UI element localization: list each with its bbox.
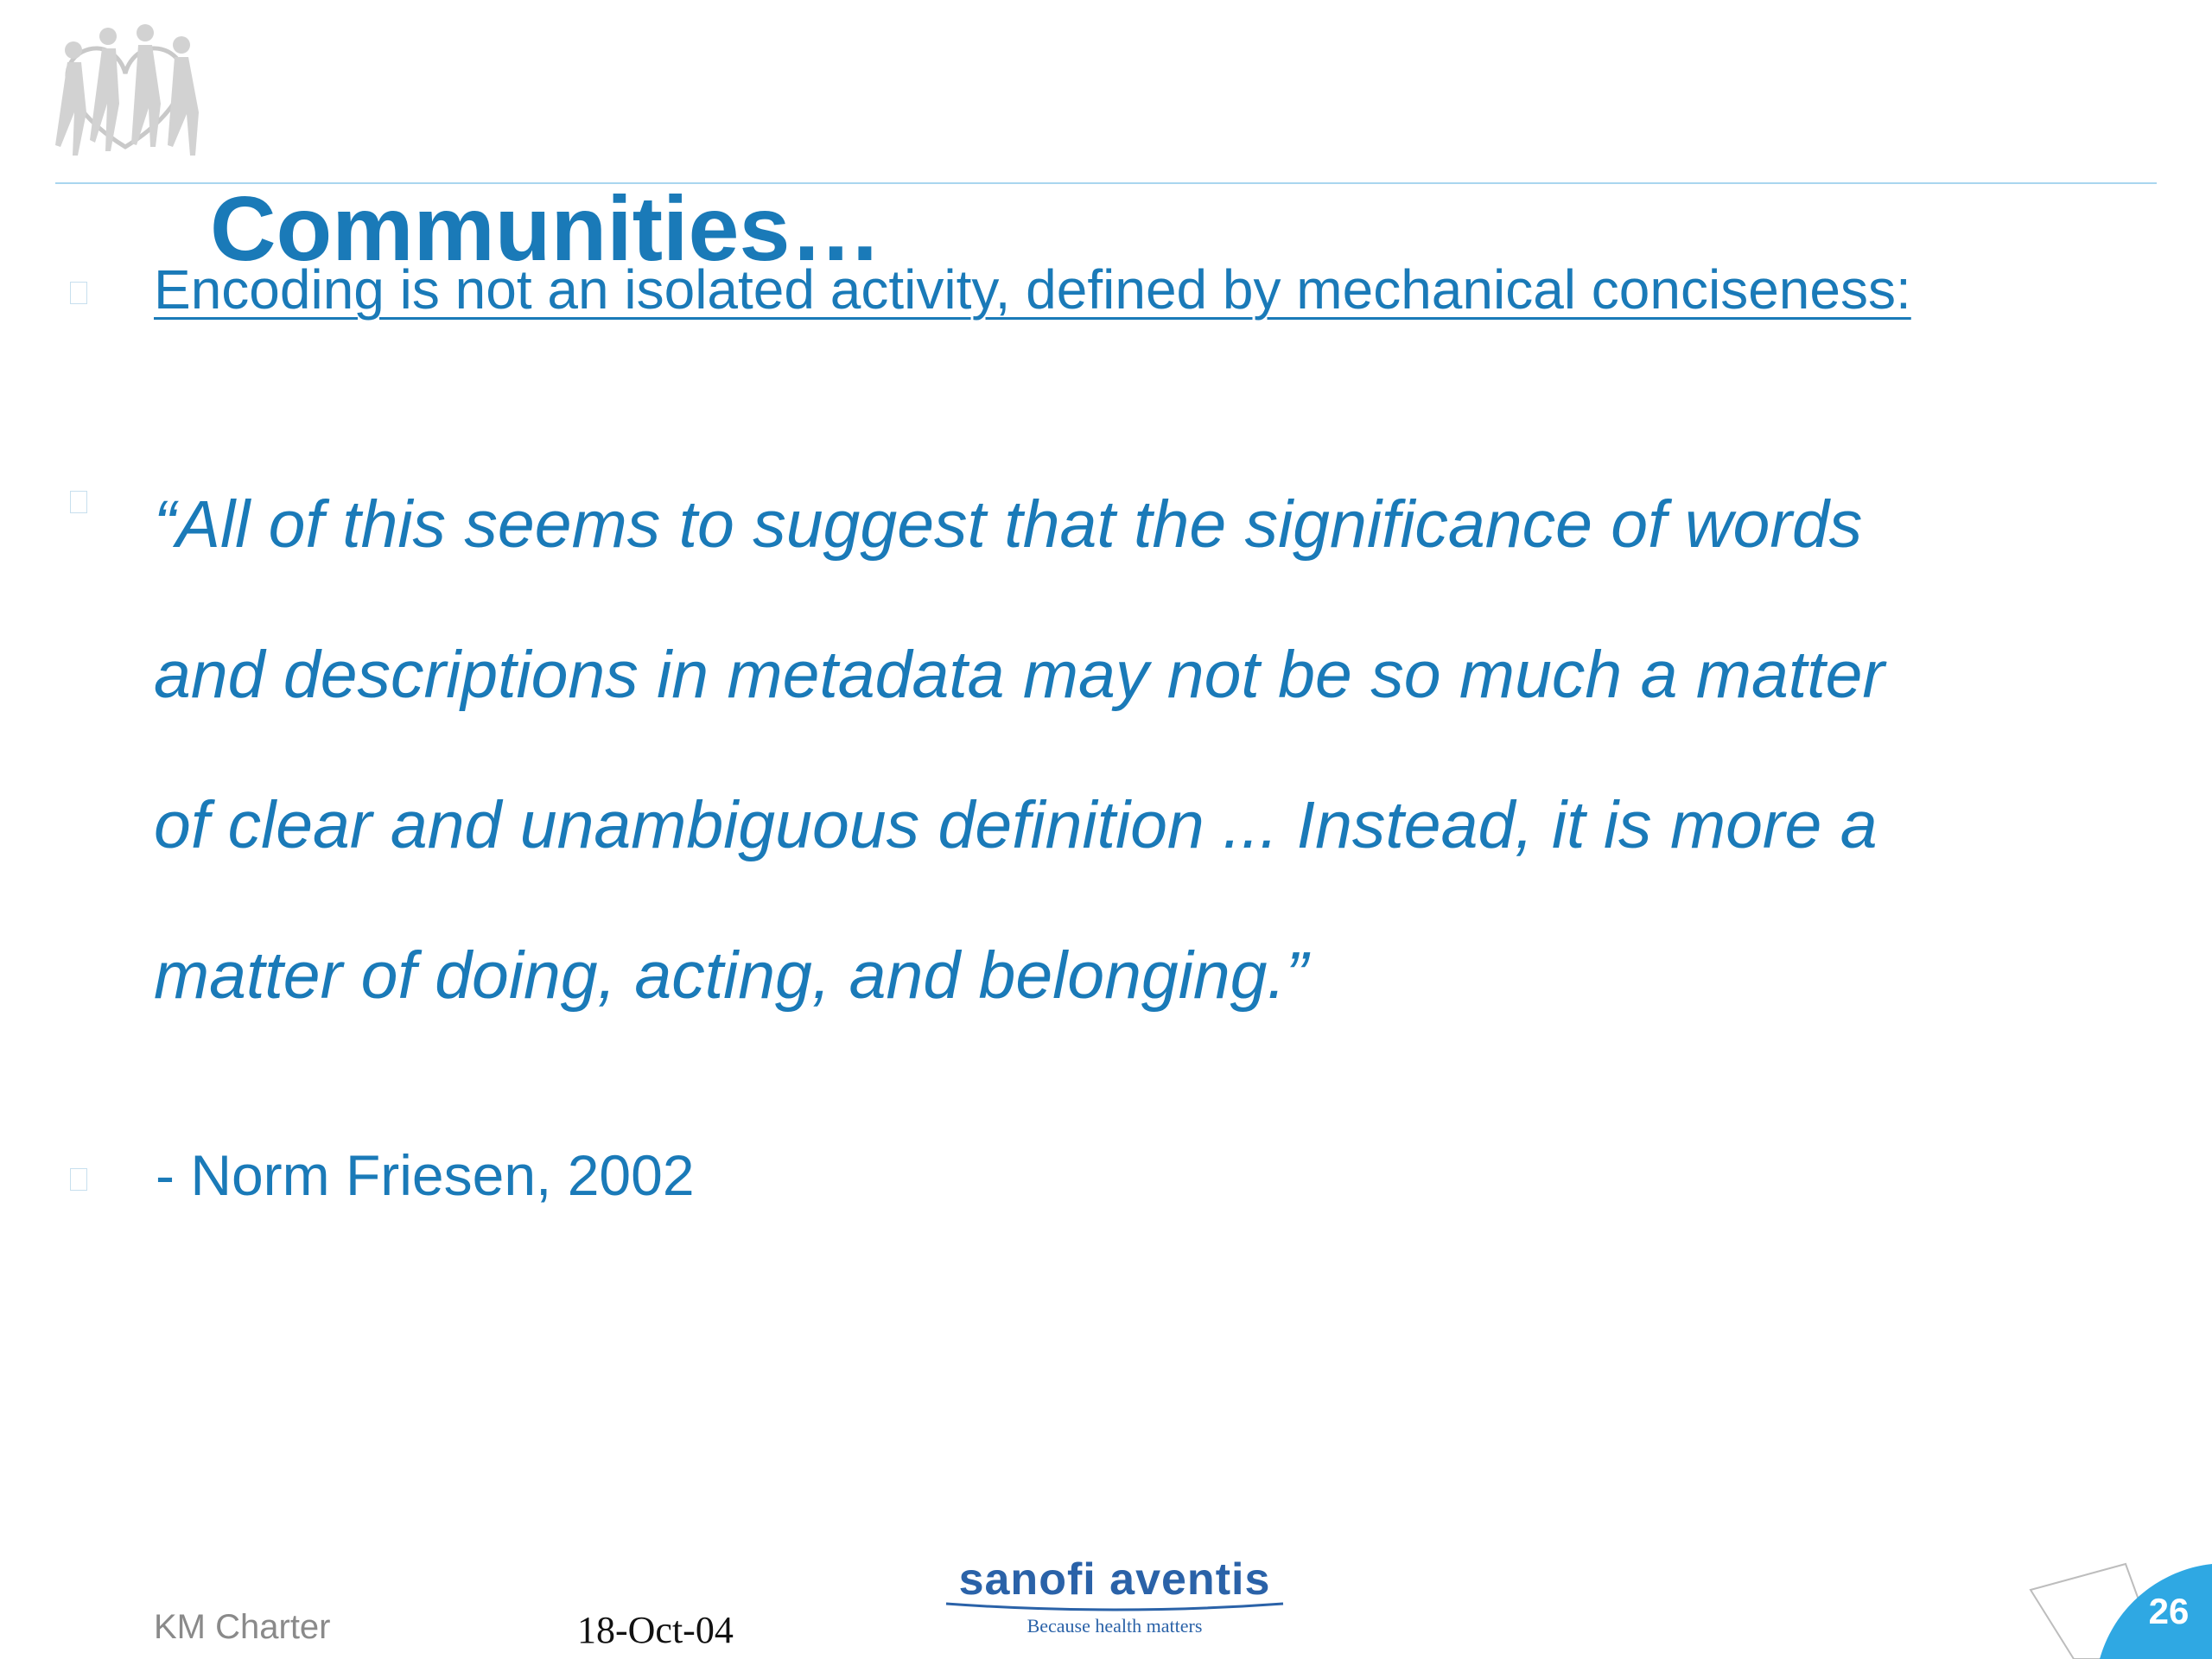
bullet-marker-icon (70, 282, 87, 304)
quote-attribution: - Norm Friesen, 2002 (156, 1143, 695, 1207)
slide-title: Communities… (210, 178, 882, 280)
bullet-text-encoding: Encoding is not an isolated activity, defined by mechanical conciseness: (154, 258, 1911, 321)
footer-date: 18-Oct-04 (577, 1609, 734, 1651)
page-number: 26 (2148, 1591, 2190, 1631)
community-logo-icon (35, 17, 216, 164)
quote-line: and descriptions in metadata may not be so much a matter (154, 638, 1885, 712)
quote-block (154, 449, 2141, 1051)
brand-tagline: Because health matters (1027, 1615, 1203, 1637)
brand-name: sanofi aventis (958, 1554, 1271, 1605)
footer-label: KM Charter (154, 1608, 331, 1646)
quote-line: “All of this seems to suggest that the significance of words (154, 487, 1863, 562)
bullet-marker-icon (70, 491, 87, 513)
quote-line: matter of doing, acting, and belonging.” (154, 938, 1308, 1013)
brand-logo (933, 1554, 1296, 1638)
quote-line: of clear and unambiguous definition ... Instead, it is more a (154, 788, 1878, 862)
bullet-marker-icon (70, 1168, 87, 1191)
